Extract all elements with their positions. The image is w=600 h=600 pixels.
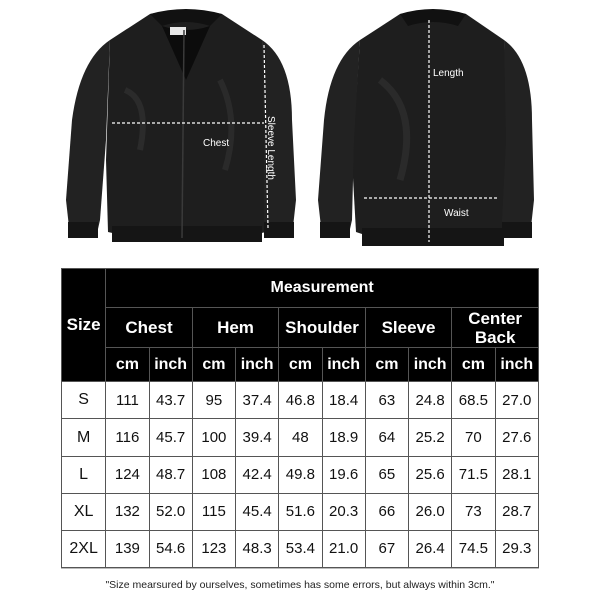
- value-cell: 108: [192, 456, 235, 493]
- group-header-sleeve: Sleeve: [365, 308, 452, 348]
- value-cell: 45.7: [149, 419, 192, 456]
- group-header-hem: Hem: [192, 308, 279, 348]
- value-cell: 132: [106, 493, 149, 530]
- table-row: [62, 382, 539, 419]
- value-cell: 95: [192, 382, 235, 419]
- size-cell: 2XL: [62, 530, 106, 567]
- value-cell: 39.4: [236, 419, 279, 456]
- value-cell: 21.0: [322, 530, 365, 567]
- value-cell: 46.8: [279, 382, 322, 419]
- value-cell: 51.6: [279, 493, 322, 530]
- value-cell: 25.6: [409, 456, 452, 493]
- value-cell: 24.8: [409, 382, 452, 419]
- size-cell: M: [62, 419, 106, 456]
- value-cell: 66: [365, 493, 408, 530]
- value-cell: 73: [452, 493, 495, 530]
- group-header-shoulder: Shoulder: [279, 308, 366, 348]
- length-label: Length: [433, 68, 464, 79]
- value-cell: 49.8: [279, 456, 322, 493]
- value-cell: 53.4: [279, 530, 322, 567]
- unit-header: cm: [192, 348, 235, 382]
- chest-label: Chest: [203, 138, 230, 149]
- value-cell: 116: [106, 419, 149, 456]
- size-header: Size: [62, 269, 106, 382]
- value-cell: 18.9: [322, 419, 365, 456]
- size-cell: XL: [62, 493, 106, 530]
- value-cell: 74.5: [452, 530, 495, 567]
- value-cell: 25.2: [409, 419, 452, 456]
- value-cell: 18.4: [322, 382, 365, 419]
- value-cell: 139: [106, 530, 149, 567]
- sleeve-length-label: Sleeve Length: [265, 116, 276, 180]
- jacket-back-image: [318, 9, 534, 246]
- unit-header: cm: [279, 348, 322, 382]
- size-cell: L: [62, 456, 106, 493]
- value-cell: 123: [192, 530, 235, 567]
- unit-header: cm: [106, 348, 149, 382]
- value-cell: 42.4: [236, 456, 279, 493]
- center-back-line2: Back: [474, 327, 516, 347]
- value-cell: 124: [106, 456, 149, 493]
- value-cell: 48: [279, 419, 322, 456]
- value-cell: 28.1: [495, 456, 538, 493]
- value-cell: 70: [452, 419, 495, 456]
- waist-label: Waist: [444, 208, 469, 219]
- value-cell: 37.4: [236, 382, 279, 419]
- value-cell: 48.7: [149, 456, 192, 493]
- value-cell: 111: [106, 382, 149, 419]
- value-cell: 26.0: [409, 493, 452, 530]
- table-row: [62, 419, 539, 456]
- unit-header: inch: [149, 348, 192, 382]
- group-header-center-back: [452, 308, 539, 348]
- table-row: [62, 493, 539, 530]
- size-cell: S: [62, 382, 106, 419]
- value-cell: 100: [192, 419, 235, 456]
- group-header-chest: Chest: [106, 308, 193, 348]
- jacket-front-image: [66, 9, 296, 242]
- value-cell: 71.5: [452, 456, 495, 493]
- value-cell: 68.5: [452, 382, 495, 419]
- value-cell: 48.3: [236, 530, 279, 567]
- value-cell: 63: [365, 382, 408, 419]
- value-cell: 65: [365, 456, 408, 493]
- unit-header: inch: [495, 348, 538, 382]
- table-row: [62, 530, 539, 567]
- size-chart-table: [61, 268, 539, 568]
- unit-header: inch: [409, 348, 452, 382]
- value-cell: 28.7: [495, 493, 538, 530]
- value-cell: 27.6: [495, 419, 538, 456]
- disclaimer-note: "Size mearsured by ourselves, sometimes has some errors, but always within 3cm.": [61, 568, 539, 600]
- center-back-line1: Center: [468, 308, 523, 328]
- value-cell: 52.0: [149, 493, 192, 530]
- unit-header: cm: [452, 348, 495, 382]
- product-photos: [0, 0, 600, 262]
- table-row: [62, 456, 539, 493]
- value-cell: 115: [192, 493, 235, 530]
- unit-header: cm: [365, 348, 408, 382]
- value-cell: 43.7: [149, 382, 192, 419]
- value-cell: 67: [365, 530, 408, 567]
- value-cell: 27.0: [495, 382, 538, 419]
- value-cell: 64: [365, 419, 408, 456]
- unit-header: inch: [236, 348, 279, 382]
- unit-row: [62, 348, 539, 382]
- value-cell: 20.3: [322, 493, 365, 530]
- value-cell: 26.4: [409, 530, 452, 567]
- value-cell: 54.6: [149, 530, 192, 567]
- value-cell: 45.4: [236, 493, 279, 530]
- value-cell: 29.3: [495, 530, 538, 567]
- measurement-header: Measurement: [106, 269, 539, 308]
- value-cell: 19.6: [322, 456, 365, 493]
- unit-header: inch: [322, 348, 365, 382]
